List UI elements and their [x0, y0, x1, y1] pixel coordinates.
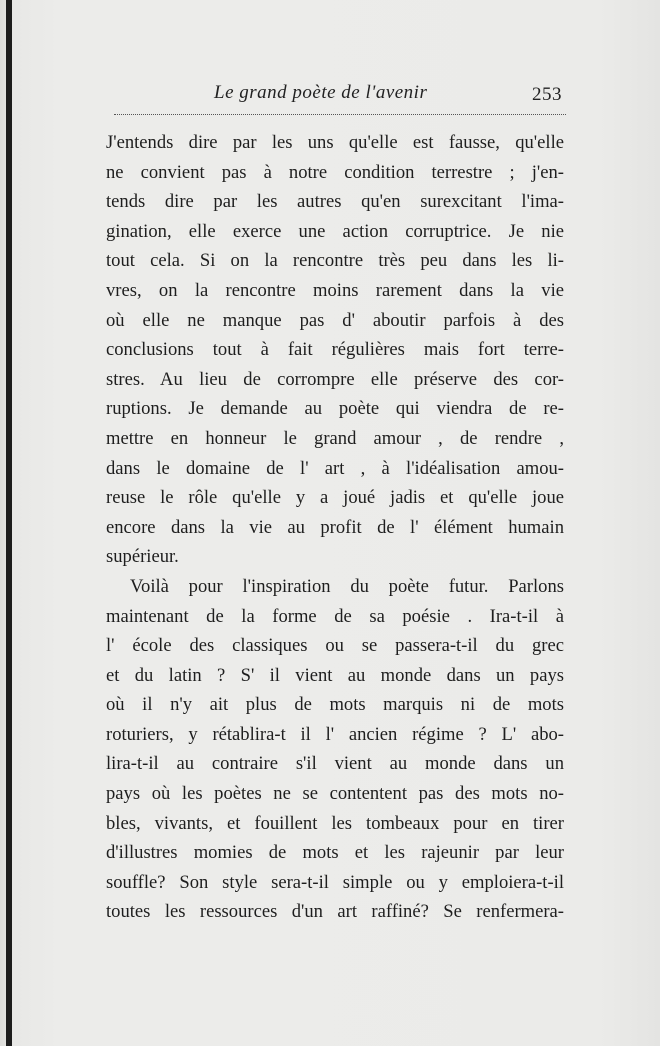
text-line: toutes les ressources d'un art raffiné? Se renfermera-: [106, 901, 564, 923]
text-line: tout cela. Si on la rencontre très peu dans les li-: [106, 250, 564, 272]
text-line: roturiers, y rétablira-t il l' ancien régime ? L' abo-: [106, 723, 564, 745]
text-line: stres. Au lieu de corrompre elle préserve des cor-: [106, 368, 564, 390]
text-line: et du latin ? S' il vient au monde dans un pays: [106, 664, 564, 686]
running-title: Le grand poète de l'avenir: [214, 82, 428, 103]
text-line: ruptions. Je demande au poète qui viendra de re-: [106, 398, 564, 420]
text-line: supérieur.: [106, 546, 179, 568]
text-line: souffle? Son style sera-t-il simple ou y emploiera-t-il: [106, 871, 564, 893]
text-line: dans le domaine de l' art , à l'idéalisation amou-: [106, 457, 564, 479]
text-line: d'illustres momies de mots et les rajeunir par leur: [106, 842, 564, 864]
page-number: 253: [532, 84, 562, 105]
text-line: J'entends dire par les uns qu'elle est fausse, qu'elle: [106, 132, 564, 153]
text-line: encore dans la vie au profit de l' élément humain: [106, 516, 564, 538]
body-text: [106, 128, 564, 927]
header-rule: [114, 114, 566, 115]
text-line: tends dire par les autres qu'en surexcitant l'ima-: [106, 191, 564, 213]
text-line: ne convient pas à notre condition terrestre ; j'en-: [106, 161, 564, 183]
text-line: bles, vivants, et fouillent les tombeaux pour en tirer: [106, 812, 564, 834]
paragraph-2: [106, 572, 564, 927]
text-line: Voilà pour l'inspiration du poète futur. Parlons: [130, 575, 564, 597]
text-line: lira-t-il au contraire s'il vient au monde dans un: [106, 753, 564, 775]
text-line: vres, on la rencontre moins rarement dans la vie: [106, 279, 564, 301]
paragraph-1: [106, 128, 564, 572]
binding-edge: [6, 0, 12, 1046]
text-line: maintenant de la forme de sa poésie . Ira-t-il à: [106, 605, 564, 627]
text-line: mettre en honneur le grand amour , de rendre ,: [106, 427, 564, 449]
text-line: l' école des classiques ou se passera-t-il du grec: [106, 635, 564, 657]
text-line: où elle ne manque pas d' aboutir parfois à des: [106, 309, 564, 331]
text-line: où il n'y ait plus de mots marquis ni de mots: [106, 694, 564, 716]
text-line: reuse le rôle qu'elle y a joué jadis et qu'elle joue: [106, 487, 564, 509]
text-line: gination, elle exerce une action corruptrice. Je nie: [106, 220, 564, 242]
text-line: pays où les poètes ne se contentent pas des mots no-: [106, 783, 564, 805]
page-header: [114, 82, 566, 112]
text-line: conclusions tout à fait régulières mais fort terre-: [106, 339, 564, 361]
